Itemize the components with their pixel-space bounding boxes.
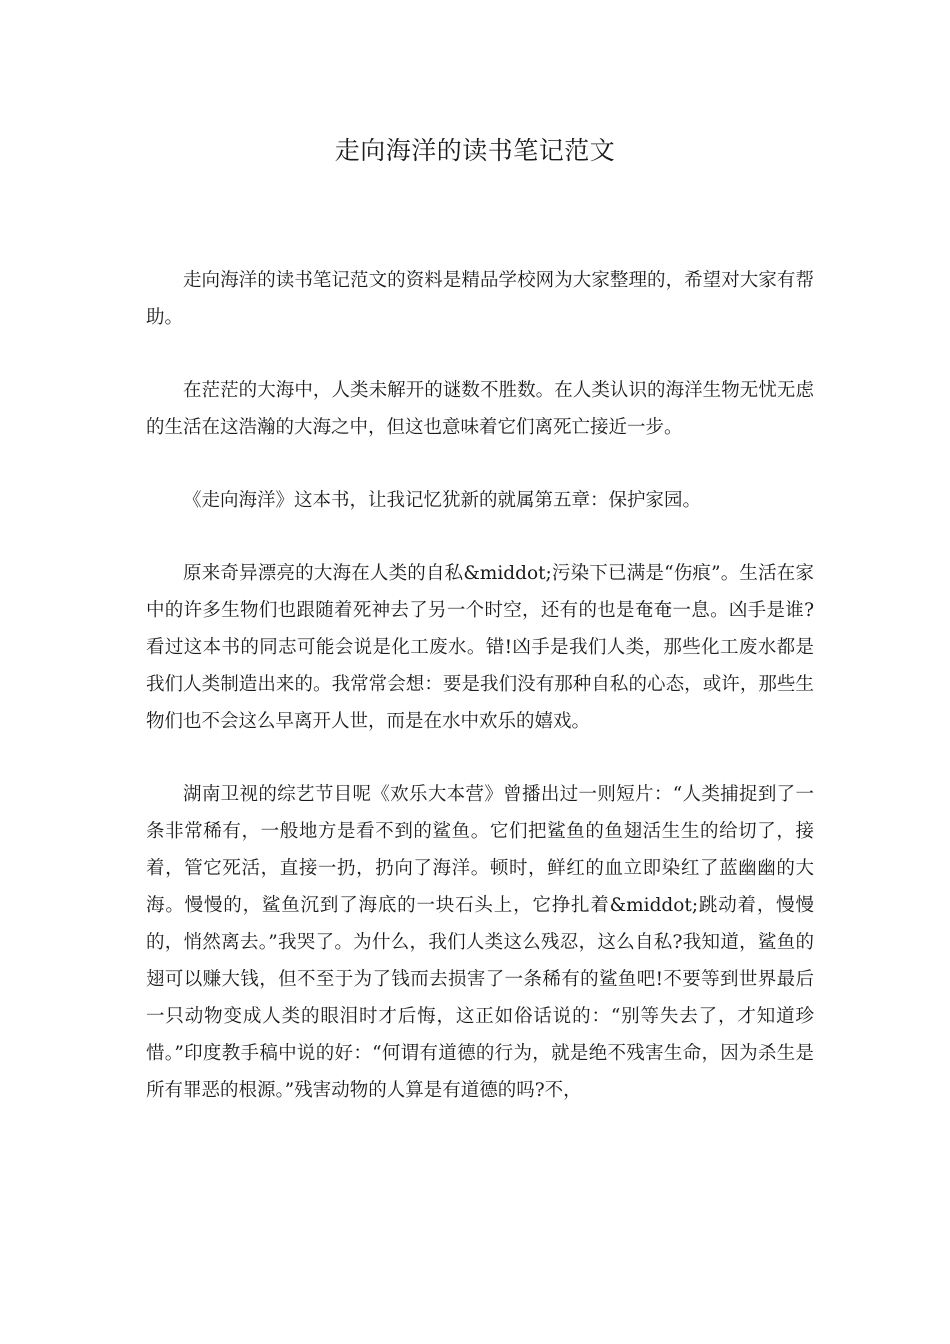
paragraph-intro: 走向海洋的读书笔记范文的资料是精品学校网为大家整理的，希望对大家有帮助。 [146,270,814,328]
paragraph-ocean-mysteries: 在茫茫的大海中，人类未解开的谜数不胜数。在人类认识的海洋生物无忧无虑的生活在这浩瀚的大海之中，但这也意味着它们离死亡接近一步。 [146,380,814,438]
document-body [146,262,814,1145]
document-title: 走向海洋的读书笔记范文 [334,136,616,165]
paragraph-shark-story: 湖南卫视的综艺节目呢《欢乐大本营》曾播出过一则短片：“人类捕捉到了一条非常稀有，一般地方是看不到的鲨鱼。它们把鲨鱼的鱼翅活生生的给切了，接着，管它死活，直接一扔，扔向了海洋。顿时，鲜红的血立即染红了蓝幽幽的大海。慢慢的，鲨鱼沉到了海底的一块石头上，它挣扎着&middot;跳动着，慢慢的，悄然离去。”我哭了。为什么，我们人类这么残忍，这么自私?我知道，鲨鱼的翅可以赚大钱，但不至于为了钱而去损害了一条稀有的鲨鱼吧!不要等到世界最后一只动物变成人类的眼泪时才后悔，这正如俗话说的：“别等失去了，才知道珍惜。”印度教手稿中说的好：“何谓有道德的行为，就是绝不残害生命，因为杀生是所有罪恶的根源。”残害动物的人算是有道德的吗?不， [146,784,814,1101]
paragraph-pollution: 原来奇异漂亮的大海在人类的自私&middot;污染下已满是“伤痕”。生活在家中的许多生物们也跟随着死神去了另一个时空，还有的也是奄奄一息。凶手是谁?看过这本书的同志可能会说是化工废水。错!凶手是我们人类，那些化工废水都是我们人类制造出来的。我常常会想：要是我们没有那种自私的心态，或许，那些生物们也不会这么早离开人世，而是在水中欢乐的嬉戏。 [146,563,814,732]
paragraph-book-chapter: 《走向海洋》这本书，让我记忆犹新的就属第五章：保护家园。 [183,490,702,511]
